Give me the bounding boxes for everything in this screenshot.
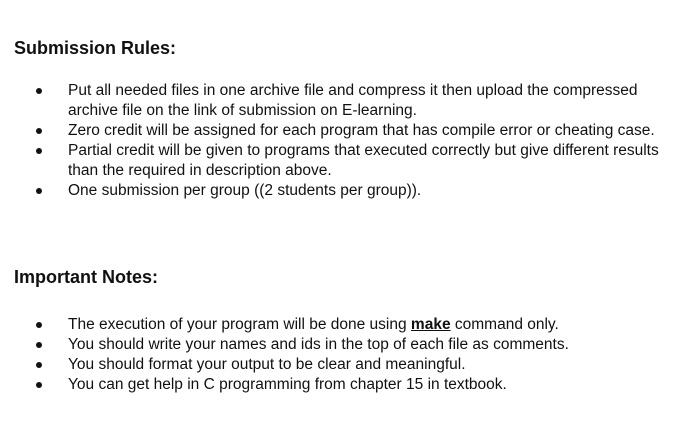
list-item: [0, 375, 700, 395]
list-item-text: Zero credit will be assigned for each program that has compile error or cheating case.: [68, 122, 655, 139]
list-item-text: Put all needed files in one archive file and compress it then upload the compressed archive file on the link of submission on E-learning.: [68, 82, 638, 119]
important-notes-heading: Important Notes:: [14, 267, 158, 287]
list-item-text: You should write your names and ids in the top of each file as comments.: [68, 336, 569, 353]
submission-rules-heading: Submission Rules:: [14, 38, 177, 58]
list-item-text: Partial credit will be given to programs that executed correctly but give different results than the required in description above.: [68, 142, 659, 179]
list-item: [0, 315, 700, 335]
list-item: [0, 121, 700, 141]
list-item: [0, 355, 700, 375]
bullet-icon: [36, 188, 42, 194]
important-notes-list: [0, 315, 700, 395]
list-item: [0, 181, 700, 201]
list-item: [0, 141, 700, 181]
list-item-text: You can get help in C programming from chapter 15 in textbook.: [68, 376, 507, 393]
text-after-keyword: command only.: [450, 316, 559, 333]
bullet-icon: [36, 362, 42, 368]
list-item-text: You should format your output to be clear and meaningful.: [68, 356, 466, 373]
list-item: [0, 335, 700, 355]
bullet-icon: [36, 148, 42, 154]
bullet-icon: [36, 88, 42, 94]
make-keyword: make: [410, 316, 451, 333]
bullet-icon: [36, 382, 42, 388]
list-item-text: One submission per group ((2 students per group)).: [68, 182, 422, 199]
bullet-icon: [36, 342, 42, 348]
bullet-icon: [36, 128, 42, 134]
text-before-keyword: The execution of your program will be done using: [68, 316, 411, 333]
list-item-text: [68, 316, 559, 333]
bullet-icon: [36, 322, 42, 328]
list-item: [0, 81, 700, 121]
submission-rules-list: [0, 81, 700, 201]
